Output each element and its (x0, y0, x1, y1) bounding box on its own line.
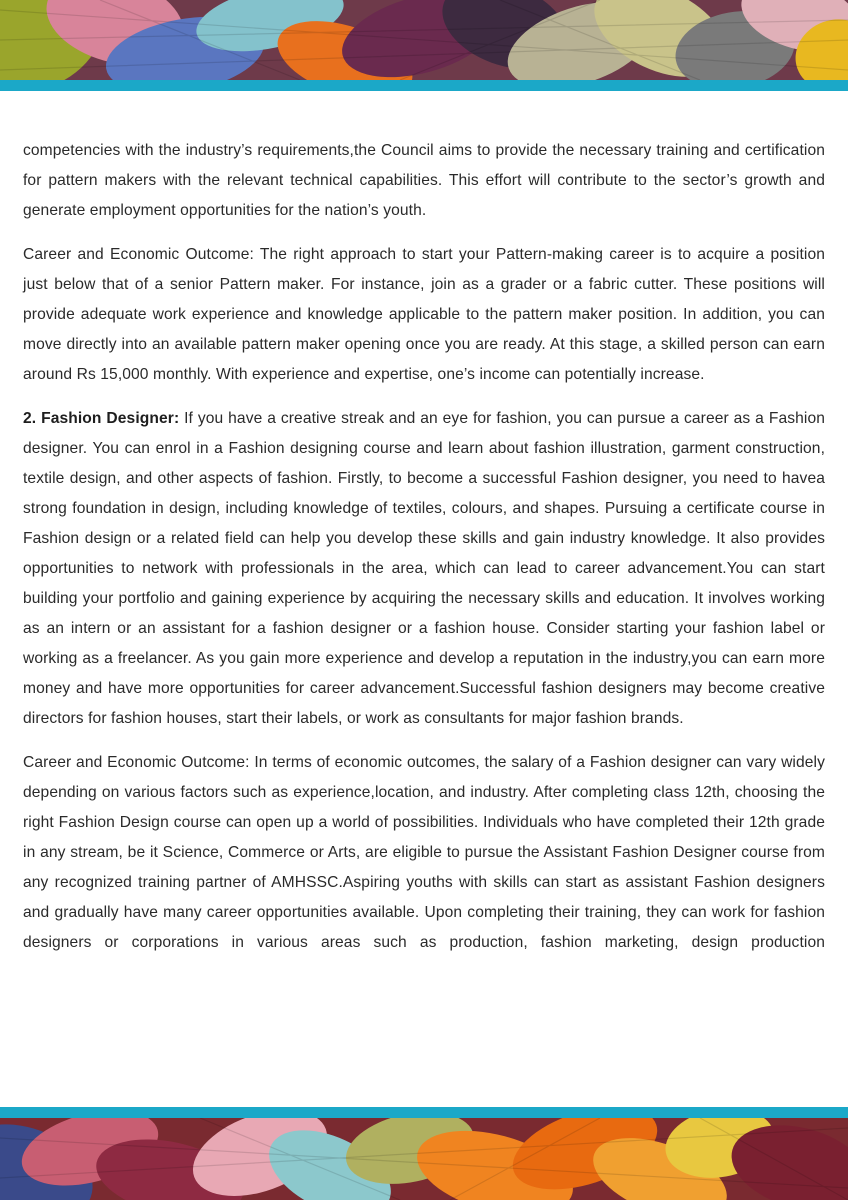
paragraph-text: Career and Economic Outcome: In terms of economic outcomes, the salary of a Fashion designer can vary widely depending on various factors such as experience,location, and industry. After completing class 12th, choosing the right Fashion Design course can open up a world of possibilities. Individuals who have completed their 12th grade in any stream, be it Science, Commerce or Arts, are eligible to pursue the Assistant Fashion Designer course from any recognized training partner of AMHSSC.Aspiring youths with skills can start as assistant Fashion designers and gradually have many career opportunities available. Upon completing their training, they can work for fashion designers or corporations in various areas such as production, fashion marketing, design production (23, 754, 825, 951)
paragraph-text: competencies with the industry’s requirements,the Council aims to provide the necessary training and certification for pattern makers with the relevant technical capabilities. This effort will contribute to the sector’s growth and generate employment opportunities for the nation’s youth. (23, 142, 825, 219)
paragraph-council-certification (23, 136, 825, 226)
paragraph-fashion-designer (23, 404, 825, 734)
section-heading: 2. Fashion Designer: (23, 410, 180, 427)
paragraph-fashion-career-outcome (23, 748, 825, 958)
thread-skeins-image (0, 1118, 848, 1200)
top-thread-banner (0, 0, 848, 80)
top-teal-stripe (0, 80, 848, 91)
thread-skeins-image (0, 0, 848, 80)
bottom-thread-banner (0, 1118, 848, 1200)
bottom-teal-stripe (0, 1107, 848, 1118)
paragraph-text: Career and Economic Outcome: The right approach to start your Pattern-making career is to acquire a position just below that of a senior Pattern maker. For instance, join as a grader or a fabric cutter. These positions will provide adequate work experience and knowledge applicable to the pattern maker position. In addition, you can move directly into an available pattern maker opening once you are ready. At this stage, a skilled person can earn around Rs 15,000 monthly. With experience and expertise, one’s income can potentially increase. (23, 246, 825, 383)
paragraph-text: If you have a creative streak and an eye for fashion, you can pursue a career as a Fashion designer. You can enrol in a Fashion designing course and learn about fashion illustration, garment construction, textile design, and other aspects of fashion. Firstly, to become a successful Fashion designer, you need to havea strong foundation in design, including knowledge of textiles, colours, and shapes. Pursuing a certificate course in Fashion design or a related field can help you develop these skills and gain industry knowledge. It also provides opportunities to network with professionals in the area, which can lead to career advancement.You can start building your portfolio and gaining experience by acquiring the necessary skills and education. It involves working as an intern or an assistant for a fashion designer or a fashion house. Consider starting your fashion label or working as a freelancer. As you gain more experience and develop a reputation in the industry,you can earn more money and have more opportunities for career advancement.Successful fashion designers may become creative directors for fashion houses, start their labels, or work as consultants for major fashion brands. (23, 410, 825, 727)
document-body (23, 136, 825, 958)
paragraph-pattern-career-outcome (23, 240, 825, 390)
